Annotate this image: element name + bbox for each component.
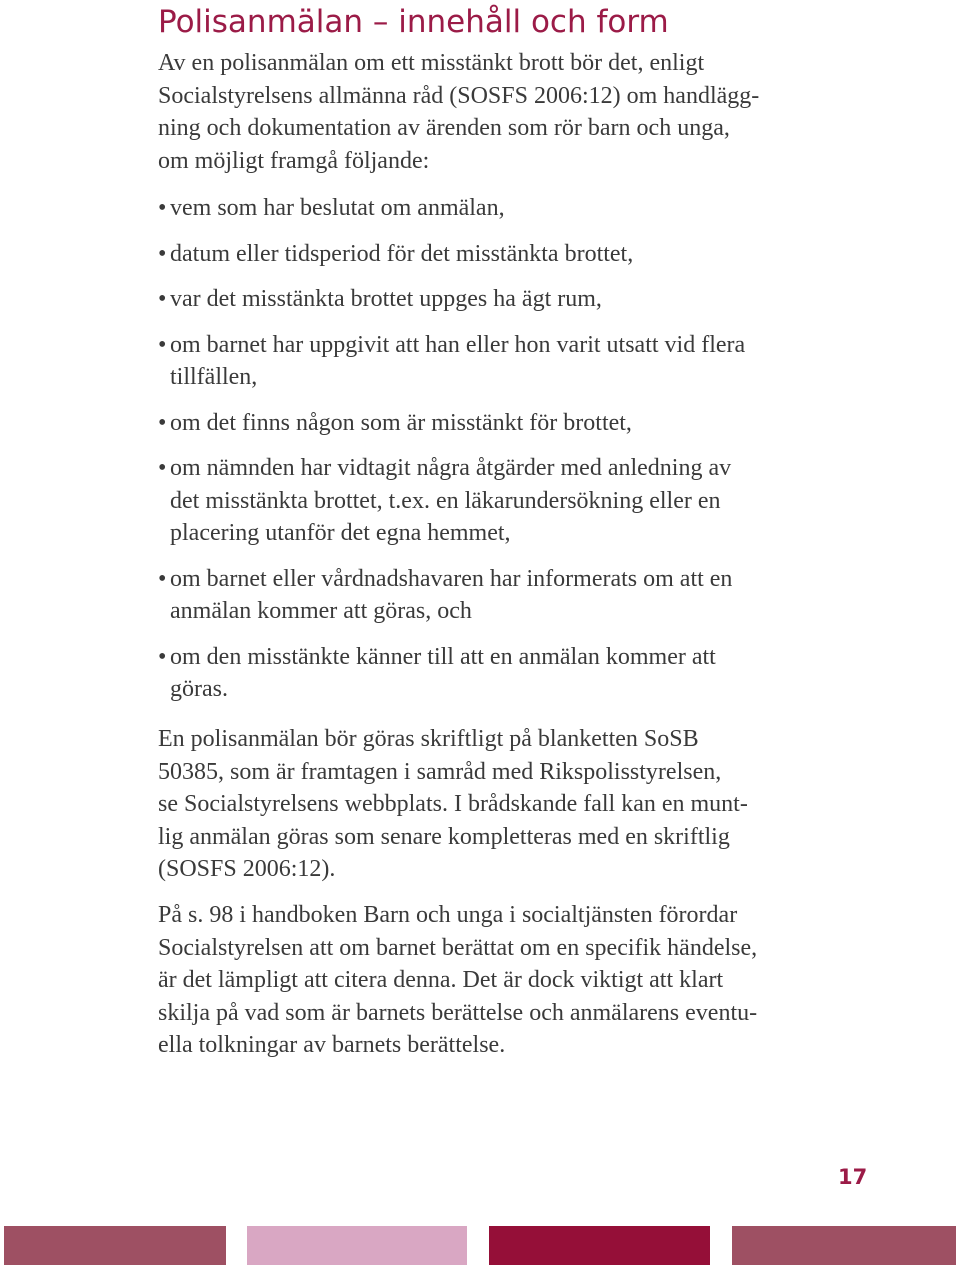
text-line: om barnet eller vårdnadshavaren har informerats om att en — [170, 565, 733, 592]
page-title: Polisanmälan – innehåll och form — [158, 4, 669, 40]
text-line: är det lämpligt att citera denna. Det är dock viktigt att klart — [158, 967, 724, 993]
text-line: om nämnden har vidtagit några åtgärder med anledning av — [170, 455, 732, 481]
text-line: om det finns någon som är misstänkt för brottet, — [170, 409, 632, 436]
text-line: om den misstänkte känner till att en anmälan kommer att — [170, 643, 716, 670]
text-line: göras. — [170, 676, 228, 702]
text-line: lig anmälan göras som senare kompletteras med en skriftlig — [158, 823, 730, 850]
list-item — [158, 283, 838, 316]
list-item — [158, 407, 838, 440]
list-item — [158, 641, 838, 706]
footer-stripe — [247, 1226, 467, 1265]
bullet-list — [158, 192, 838, 719]
text-line: ning och dokumentation av ärenden som rör barn och unga, — [158, 115, 730, 141]
list-item — [158, 192, 838, 225]
bullet-icon: • — [158, 455, 167, 481]
text-line: skilja på vad som är barnets berättelse och anmälarens eventu- — [158, 999, 758, 1026]
footer-stripe — [732, 1226, 956, 1265]
handbook-paragraph — [158, 899, 838, 1062]
bullet-icon: • — [158, 286, 167, 312]
text-line: om barnet har uppgivit att han eller hon varit utsatt vid flera — [170, 331, 746, 358]
text-line: var det misstänkta brottet uppges ha ägt rum, — [170, 286, 602, 312]
text-line: datum eller tidsperiod för det misstänkta brottet, — [170, 240, 634, 267]
footer-stripe — [489, 1226, 710, 1265]
text-line: Socialstyrelsens allmänna råd (SOSFS 2006:12) om handlägg- — [158, 82, 760, 109]
text-line: se Socialstyrelsens webbplats. I brådskande fall kan en munt- — [158, 791, 748, 817]
bullet-icon: • — [158, 195, 167, 221]
registration-paragraph — [158, 723, 838, 886]
text-line: (SOSFS 2006:12). — [158, 856, 336, 882]
text-line: En polisanmälan bör göras skriftligt på blanketten SoSB — [158, 726, 699, 752]
text-line: det misstänkta brottet, t.ex. en läkarundersökning eller en — [170, 487, 721, 514]
text-line: Socialstyrelsen att om barnet berättat om en specifik händelse, — [158, 934, 758, 961]
text-line: tillfällen, — [170, 364, 258, 390]
text-line: 50385, som är framtagen i samråd med Rikspolisstyrelsen, — [158, 758, 722, 785]
bullet-icon: • — [158, 240, 167, 267]
text-line: placering utanför det egna hemmet, — [170, 520, 511, 546]
text-line: På s. 98 i handboken Barn och unga i socialtjänsten förordar — [158, 902, 738, 928]
intro-paragraph — [158, 47, 838, 177]
page-number: 17 — [838, 1165, 868, 1189]
text-line: Av en polisanmälan om ett misstänkt brott bör det, enligt — [158, 50, 705, 76]
text-line: ella tolkningar av barnets berättelse. — [158, 1032, 506, 1058]
bullet-icon: • — [158, 331, 167, 358]
list-item — [158, 329, 838, 394]
list-item — [158, 452, 838, 550]
bullet-icon: • — [158, 409, 167, 436]
text-line: om möjligt framgå följande: — [158, 147, 430, 174]
text-line: vem som har beslutat om anmälan, — [170, 195, 505, 221]
list-item — [158, 238, 838, 271]
text-line: anmälan kommer att göras, och — [170, 598, 472, 624]
list-item — [158, 563, 838, 628]
bullet-icon: • — [158, 565, 167, 592]
bullet-icon: • — [158, 643, 167, 670]
footer-stripe — [4, 1226, 226, 1265]
